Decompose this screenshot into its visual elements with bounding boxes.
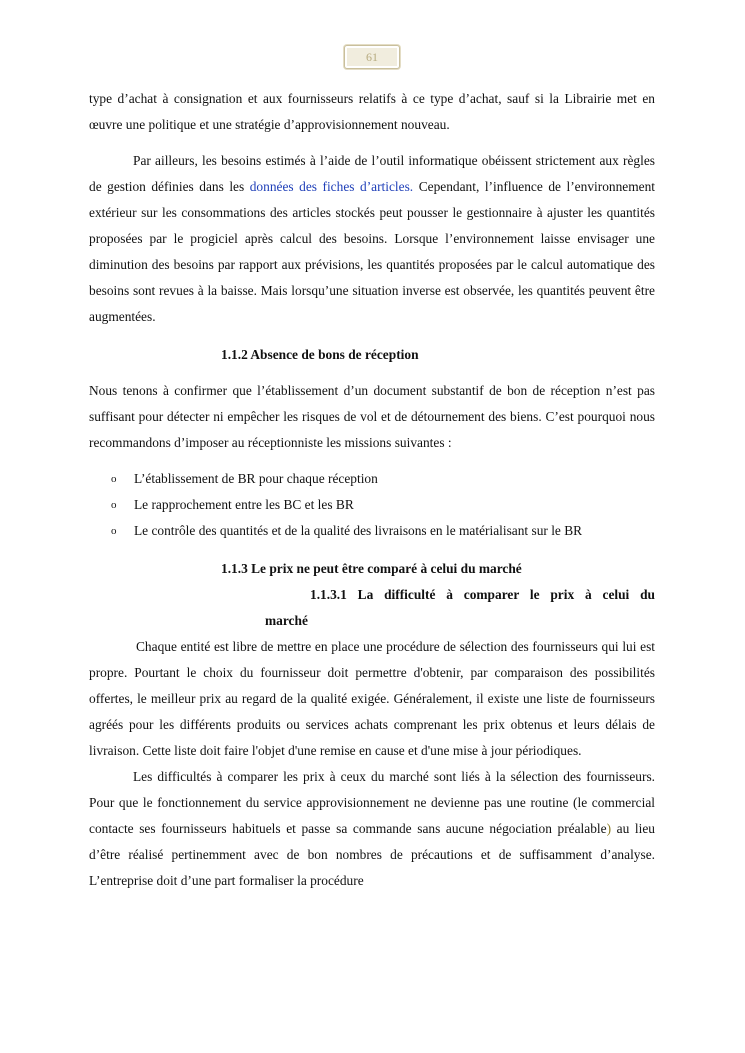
list-item-text: Le contrôle des quantités et de la qualité des livraisons en le matérialisant sur le BR [134,523,583,538]
document-body [89,86,655,894]
bullet-icon: o [111,473,117,485]
paragraph-3: Nous tenons à confirmer que l’établissement d’un document substantif de bon de réception n’est pas suffisant pour détecter ni empêcher les risques de vol et de détournement des biens. C’est pourquoi nous recommandons d’imposer au réceptionniste les missions suivantes : [89,383,655,450]
list-item [89,518,655,544]
list-item-text: L’établissement de BR pour chaque réception [134,471,378,486]
list-item [89,466,655,492]
paragraph-5 [89,764,655,894]
paragraph-1: type d’achat à consignation et aux fournisseurs relatifs à ce type d’achat, sauf si la Librairie met en œuvre une politique et une stratégie d’approvisionnement nouveau. [89,91,655,132]
heading-1-1-3-1: 1.1.3.1 La difficulté à comparer le prix à celui du [310,587,655,602]
paragraph-5-text-a: Les difficultés à comparer les prix à ceux du marché sont liés à la sélection des fournisseurs. Pour que le fonctionnement du service approvisionnement ne devienne pas une routine (le commercial contacte ses fournisseurs habituels et passe sa commande sans aucune négociation préalable [89,769,655,836]
list-item [89,492,655,518]
page-number: 61 [344,45,400,69]
bullet-icon: o [111,525,117,537]
bullet-icon: o [111,499,117,511]
heading-1-1-3: 1.1.3 Le prix ne peut être comparé à celui du marché [221,561,522,576]
heading-1-1-2: 1.1.2 Absence de bons de réception [221,347,419,362]
paragraph-2-text-a: Par ailleurs, les besoins estimés à l’aide de l’outil informatique obéissent strictement aux règles de gestion définies dans les [89,153,655,194]
closing-parenthesis: ) [606,821,612,836]
paragraph-2 [89,148,655,330]
paragraph-2-text-b: Cependant, l’influence de l’environnement extérieur sur les consommations des articles stockés peut pousser le gestionnaire à ajuster les quantités proposées par le progiciel après calcul des besoins. Lorsque l’environnement laisse envisager une diminution des besoins par rapport aux prévisions, les quantités proposées par le calcul automatique des besoins sont revues à la baisse. Mais lorsqu’une situation inverse est observée, les quantités peuvent être augmentées. [89,179,655,324]
list-item-text: Le rapprochement entre les BC et les BR [134,497,354,512]
mission-list [89,466,655,544]
paragraph-4: Chaque entité est libre de mettre en place une procédure de sélection des fournisseurs qui lui est propre. Pourtant le choix du fournisseur doit permettre d'obtenir, par comparaison des possibilités offertes, le meilleur prix au regard de la qualité exigée. Généralement, il existe une liste de fournisseurs agréés pour les différents produits ou services achats comprenant les prix obtenus et leurs délais de livraison. Cette liste doit faire l'objet d'une remise en cause et d'une mise à jour périodiques. [89,639,655,758]
fiches-articles-link[interactable]: données des fiches d’articles. [249,179,414,194]
heading-1-1-3-1-continued: marché [265,613,308,628]
paragraph-5-text-b: au lieu d’être réalisé pertinemment avec de bon nombres de précautions et de suffisamment d’analyse. L’entreprise doit d’une part formaliser la procédure [89,821,655,888]
